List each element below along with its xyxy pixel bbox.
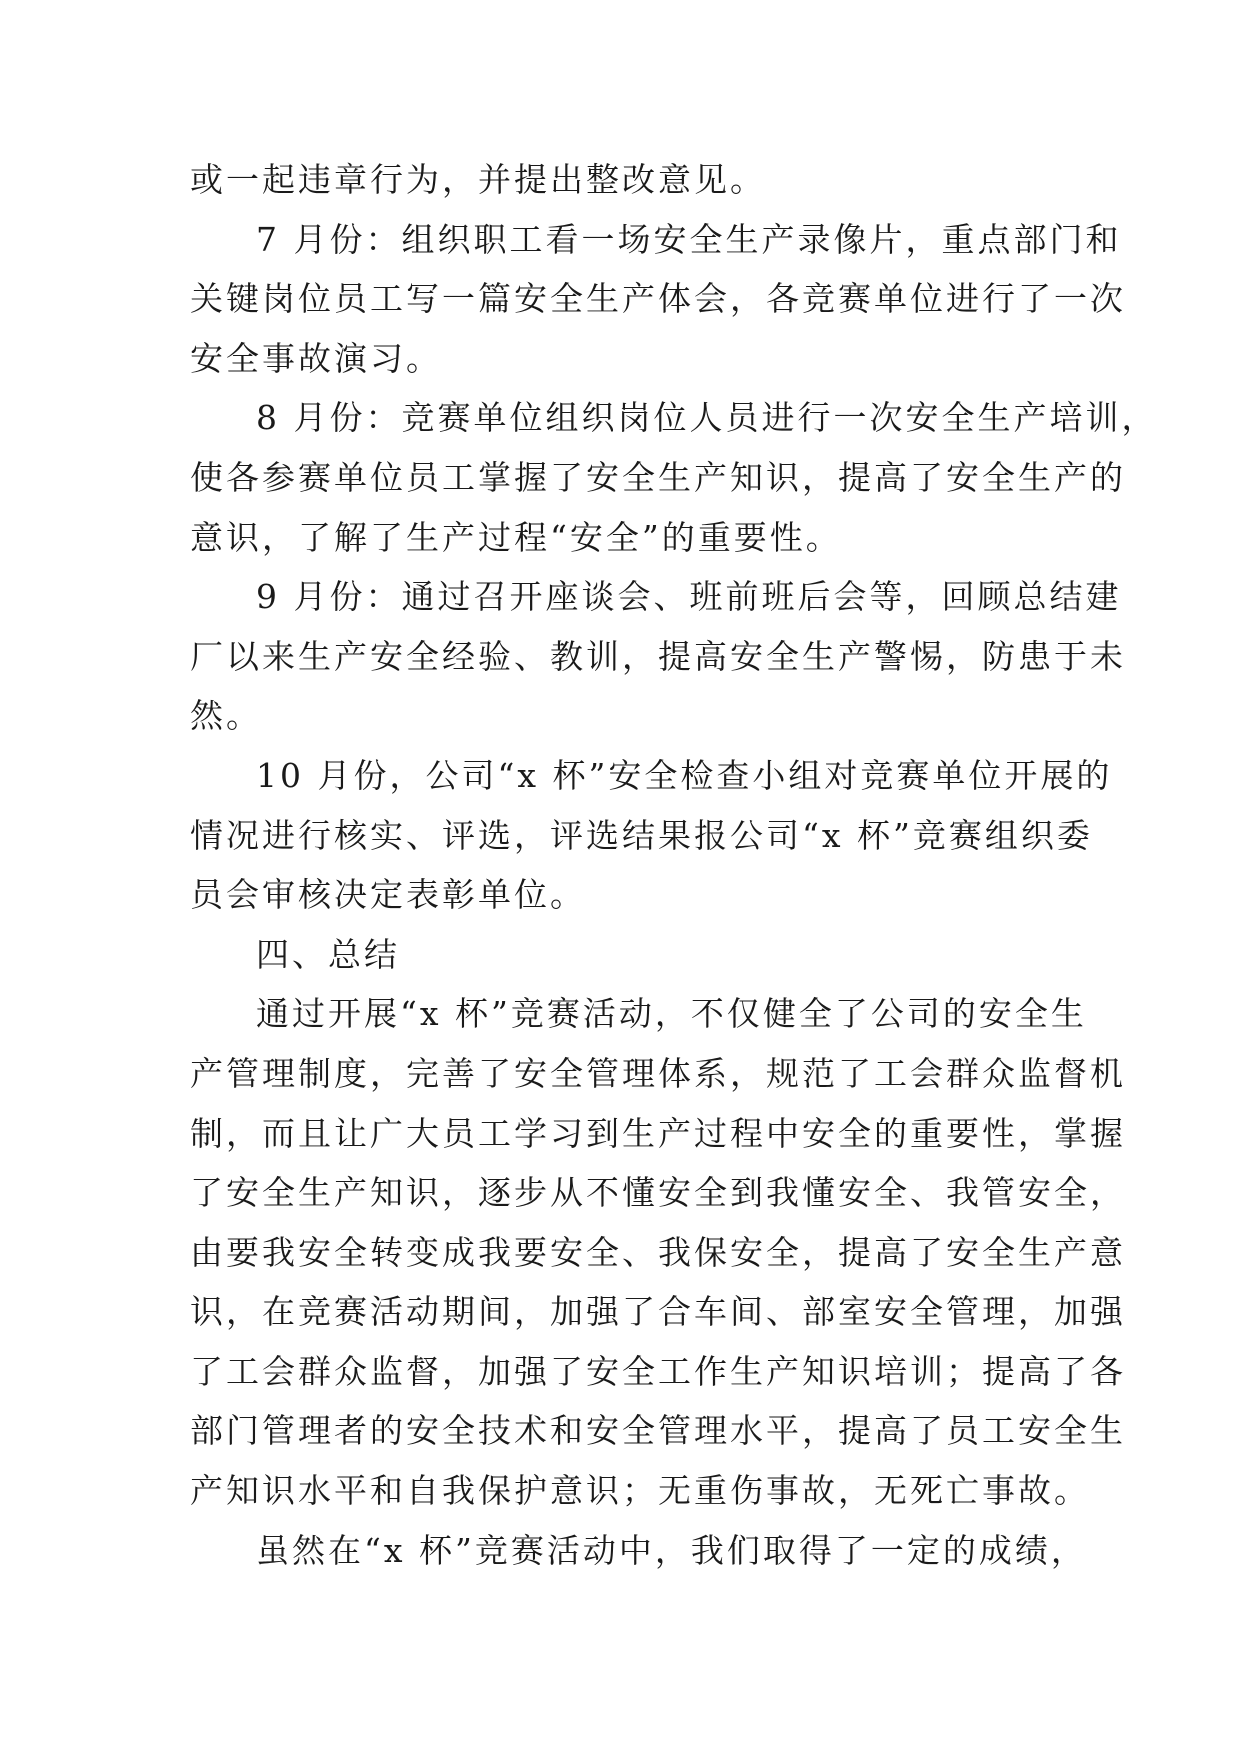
text-line: 虽然在“x 杯”竞赛活动中，我们取得了一定的成绩， xyxy=(256,1530,1087,1570)
text-line: 四、总结 xyxy=(256,934,400,974)
text-line: 部门管理者的安全技术和安全管理水平，提高了员工安全生 xyxy=(190,1411,1126,1451)
document-body xyxy=(190,150,1158,1580)
text-line: 了工会群众监督，加强了安全工作生产知识培训；提高了各 xyxy=(190,1351,1126,1391)
text-line: 情况进行核实、评选，评选结果报公司“x 杯”竞赛组织委 xyxy=(190,815,1093,855)
paragraph xyxy=(190,388,1158,567)
text-line: 意识，了解了生产过程“安全”的重要性。 xyxy=(190,517,842,557)
text-line: 使各参赛单位员工掌握了安全生产知识，提高了安全生产的 xyxy=(190,457,1126,497)
text-line: 通过开展“x 杯”竞赛活动，不仅健全了公司的安全生 xyxy=(256,994,1087,1034)
paragraph xyxy=(190,150,1070,210)
text-line: 产管理制度，完善了安全管理体系，规范了工会群众监督机 xyxy=(190,1053,1126,1093)
paragraph xyxy=(190,210,1126,389)
text-line: 9 月份：通过召开座谈会、班前班后会等，回顾总结建 xyxy=(256,577,1122,617)
text-line: 厂以来生产安全经验、教训，提高安全生产警惕，防患于未 xyxy=(190,636,1126,676)
text-line: 识，在竞赛活动期间，加强了合车间、部室安全管理，加强 xyxy=(190,1292,1126,1332)
text-line: 关键岗位员工写一篇安全生产体会，各竞赛单位进行了一次 xyxy=(190,279,1126,319)
text-line: 员会审核决定表彰单位。 xyxy=(190,875,586,915)
text-line: 产知识水平和自我保护意识；无重伤事故，无死亡事故。 xyxy=(190,1471,1090,1511)
paragraph xyxy=(190,1521,1087,1581)
text-line: 由要我安全转变成我要安全、我保安全，提高了安全生产意 xyxy=(190,1232,1126,1272)
paragraph xyxy=(190,746,1113,925)
paragraph xyxy=(190,567,1126,746)
text-line: 然。 xyxy=(190,696,262,736)
text-line: 10 月份，公司“x 杯”安全检查小组对竞赛单位开展的 xyxy=(256,755,1113,795)
paragraph xyxy=(190,984,1126,1520)
text-line: 了安全生产知识，逐步从不懂安全到我懂安全、我管安全， xyxy=(190,1173,1126,1213)
text-line: 7 月份：组织职工看一场安全生产录像片，重点部门和 xyxy=(256,219,1122,259)
text-line: 8 月份：竞赛单位组织岗位人员进行一次安全生产培训， xyxy=(256,398,1158,438)
paragraph xyxy=(190,925,1070,985)
text-line: 或一起违章行为，并提出整改意见。 xyxy=(190,160,766,199)
text-line: 安全事故演习。 xyxy=(190,338,442,378)
text-line: 制，而且让广大员工学习到生产过程中安全的重要性，掌握 xyxy=(190,1113,1126,1153)
